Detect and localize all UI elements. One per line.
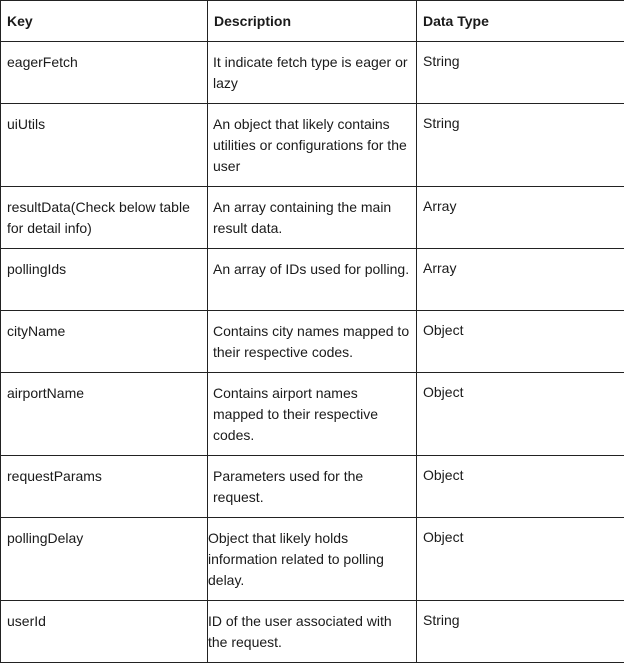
row-key: requestParams bbox=[1, 456, 208, 518]
table-row bbox=[1, 187, 624, 249]
table-row bbox=[1, 104, 624, 187]
row-key: airportName bbox=[1, 373, 208, 456]
table-row bbox=[1, 601, 624, 663]
row-data-type: String bbox=[417, 42, 624, 104]
row-description: ID of the user associated with the request. bbox=[208, 601, 417, 663]
row-data-type: Object bbox=[417, 373, 624, 456]
row-data-type: Array bbox=[417, 249, 624, 311]
row-key: pollingIds bbox=[1, 249, 208, 311]
row-description: It indicate fetch type is eager or lazy bbox=[208, 42, 417, 104]
row-data-type: String bbox=[417, 601, 624, 663]
table-row bbox=[1, 311, 624, 373]
table-row bbox=[1, 373, 624, 456]
row-data-type: Object bbox=[417, 311, 624, 373]
row-key: pollingDelay bbox=[1, 518, 208, 601]
row-key: uiUtils bbox=[1, 104, 208, 187]
row-key: resultData(Check below table for detail info) bbox=[1, 187, 208, 249]
header-description: Description bbox=[208, 1, 417, 42]
table-row bbox=[1, 518, 624, 601]
row-description: An object that likely contains utilities or configurations for the user bbox=[208, 104, 417, 187]
row-description: Contains airport names mapped to their respective codes. bbox=[208, 373, 417, 456]
table-row bbox=[1, 42, 624, 104]
row-description: Object that likely holds information related to polling delay. bbox=[208, 518, 417, 601]
row-data-type: Object bbox=[417, 518, 624, 601]
row-description: An array containing the main result data. bbox=[208, 187, 417, 249]
row-data-type: String bbox=[417, 104, 624, 187]
row-data-type: Object bbox=[417, 456, 624, 518]
row-description: Parameters used for the request. bbox=[208, 456, 417, 518]
row-key: eagerFetch bbox=[1, 42, 208, 104]
row-description: An array of IDs used for polling. bbox=[208, 249, 417, 311]
row-key: cityName bbox=[1, 311, 208, 373]
header-key: Key bbox=[1, 1, 208, 42]
row-data-type: Array bbox=[417, 187, 624, 249]
table-row bbox=[1, 249, 624, 311]
row-description: Contains city names mapped to their respective codes. bbox=[208, 311, 417, 373]
table-row bbox=[1, 456, 624, 518]
header-row bbox=[1, 1, 624, 42]
header-data-type: Data Type bbox=[417, 1, 624, 42]
row-key: userId bbox=[1, 601, 208, 663]
